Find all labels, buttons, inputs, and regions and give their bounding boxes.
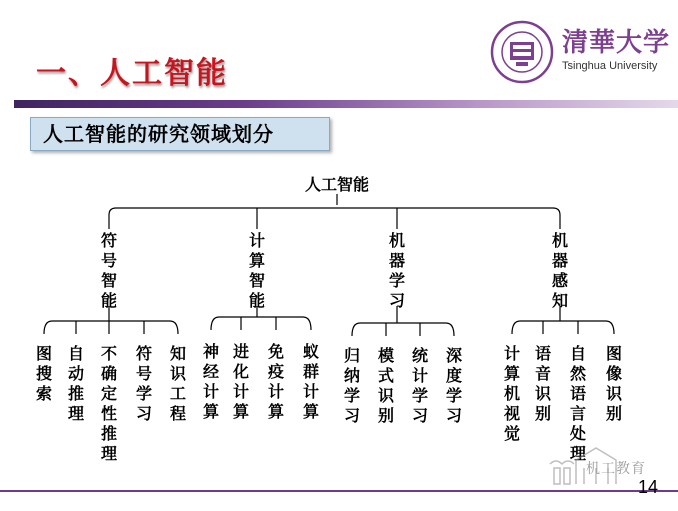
branch-node-symbolic-intelligence: 符号智能 — [100, 231, 117, 310]
leaf-node: 归纳学习 — [343, 346, 360, 425]
leaf-node: 图搜索 — [35, 344, 52, 403]
branch-node-computational-intelligence: 计算智能 — [248, 231, 265, 310]
section-subtitle: 人工智能的研究领域划分 — [30, 117, 330, 151]
branch-node-machine-perception: 机器感知 — [551, 231, 568, 310]
slide-title: 一、人工智能 — [36, 56, 228, 91]
leaf-node: 语音识别 — [534, 344, 551, 423]
tree-root-node: 人工智能 — [304, 175, 369, 194]
leaf-node: 知识工程 — [169, 344, 186, 423]
leaf-node: 神经计算 — [202, 342, 219, 421]
footer-divider — [0, 490, 678, 492]
page-number: 14 — [638, 477, 659, 497]
watermark-text: 机工教育 — [586, 461, 646, 477]
leaf-node: 自然语言处理 — [569, 344, 586, 463]
leaf-node: 符号学习 — [135, 344, 152, 423]
leaf-node: 计算机视觉 — [503, 344, 520, 443]
leaf-node: 进化计算 — [232, 342, 249, 421]
leaf-node: 图像识别 — [605, 344, 622, 423]
branch-node-machine-learning: 机器学习 — [388, 231, 405, 310]
leaf-node: 不确定性推理 — [100, 344, 117, 463]
leaf-node: 模式识别 — [377, 346, 394, 425]
leaf-node: 免疫计算 — [267, 342, 284, 421]
brand-subtitle: Tsinghua University — [562, 60, 658, 72]
leaf-node: 蚁群计算 — [302, 342, 319, 421]
leaf-node: 统计学习 — [411, 346, 428, 425]
leaf-node: 自动推理 — [67, 344, 84, 423]
leaf-node: 深度学习 — [445, 346, 462, 425]
brand-name: 清華大学 — [562, 28, 671, 58]
